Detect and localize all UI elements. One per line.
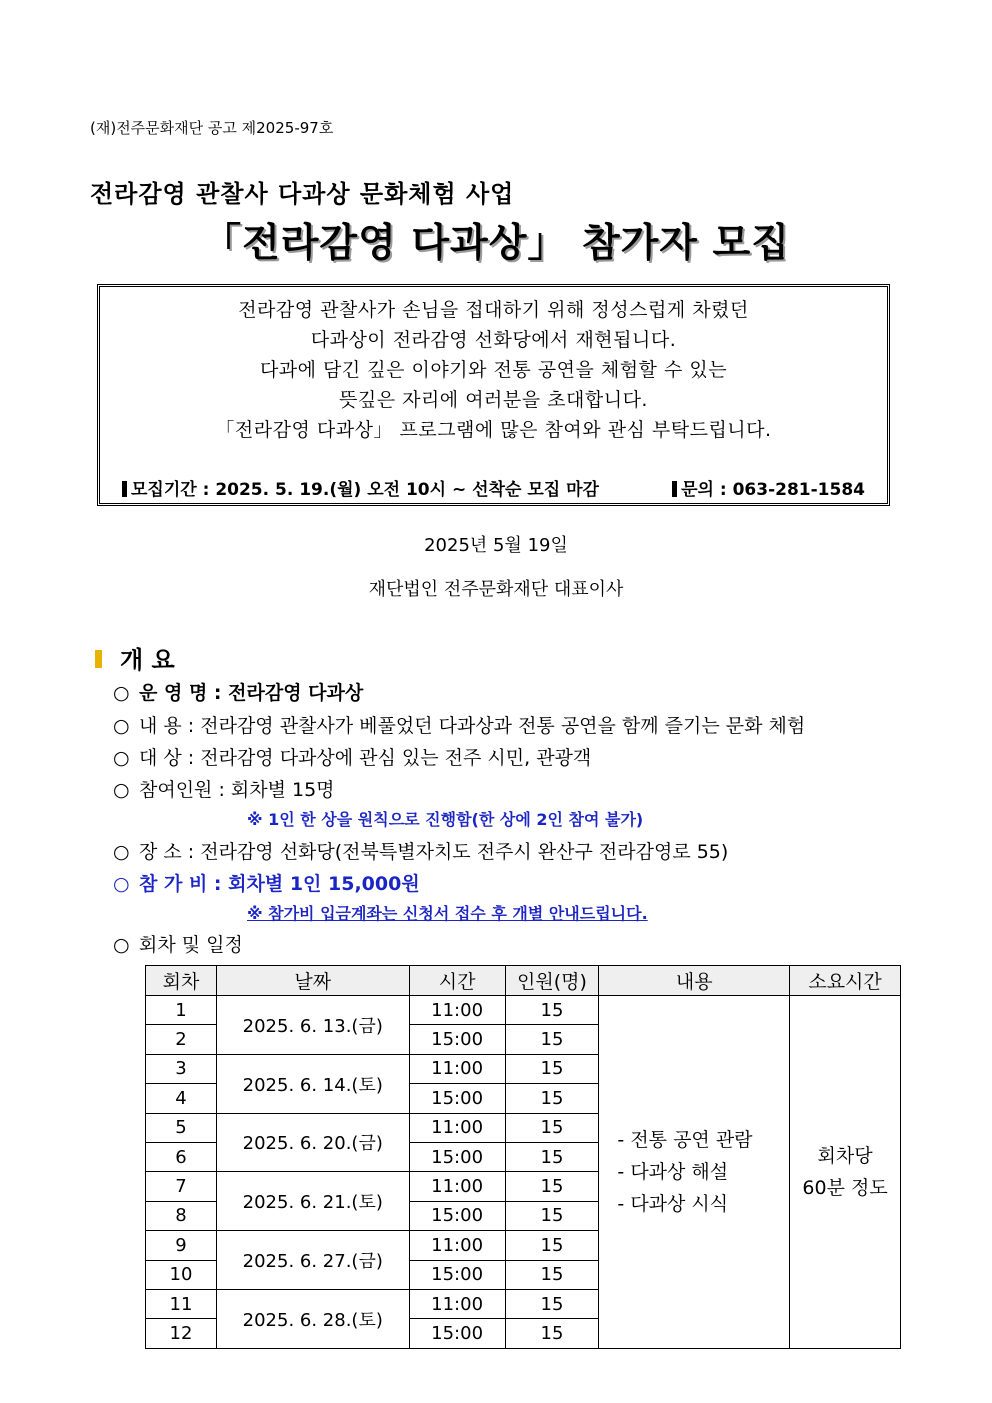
time-cell: 15:00 xyxy=(409,1142,505,1171)
column-header: 회차 xyxy=(146,966,217,996)
people-cell: 15 xyxy=(505,1142,599,1171)
intro-line: 다과에 담긴 깊은 이야기와 전통 공연을 체험할 수 있는 xyxy=(259,359,728,381)
time-cell: 11:00 xyxy=(409,996,505,1025)
people-cell: 15 xyxy=(505,1054,599,1083)
page-title: 「전라감영 다과상」 참가자 모집 xyxy=(202,221,790,266)
date-cell: 2025. 6. 20.(금) xyxy=(216,1113,409,1172)
participants-note: ※ 1인 한 상을 원칙으로 진행함(한 상에 2인 참여 불가) xyxy=(247,810,644,829)
round-no: 3 xyxy=(146,1054,217,1083)
item-label: 장 소 : xyxy=(139,841,195,863)
bullet-icon: ○ xyxy=(113,934,130,956)
overview-item-location xyxy=(113,837,728,864)
bullet-icon: ○ xyxy=(113,715,130,737)
item-value: 전라감영 선화당(전북특별자치도 전주시 완산구 전라감영로 55) xyxy=(200,841,729,863)
contact-text: 문의 : 063-281-1584 xyxy=(681,480,865,500)
time-cell: 11:00 xyxy=(409,1289,505,1318)
contact-info xyxy=(672,475,865,500)
round-no: 2 xyxy=(146,1025,217,1054)
section-heading xyxy=(95,640,175,675)
people-cell: 15 xyxy=(505,1084,599,1113)
time-cell: 11:00 xyxy=(409,1113,505,1142)
intro-footer xyxy=(122,475,865,500)
round-no: 8 xyxy=(146,1201,217,1230)
content-cell xyxy=(599,996,790,1349)
people-cell: 15 xyxy=(505,1319,599,1348)
item-value: 회차별 15명 xyxy=(230,779,335,801)
date-cell: 2025. 6. 21.(토) xyxy=(216,1172,409,1231)
people-cell: 15 xyxy=(505,1113,599,1142)
date-cell: 2025. 6. 27.(금) xyxy=(216,1231,409,1290)
item-label: 운 영 명 : xyxy=(139,682,222,704)
people-cell: 15 xyxy=(505,1172,599,1201)
time-cell: 15:00 xyxy=(409,1084,505,1113)
item-value: 전라감영 다과상에 관심 있는 전주 시민, 관광객 xyxy=(200,747,592,769)
time-cell: 15:00 xyxy=(409,1260,505,1289)
item-label: 참여인원 : xyxy=(139,779,225,801)
overview-item-content xyxy=(113,711,805,738)
column-header: 날짜 xyxy=(216,966,409,996)
overview-item-fee xyxy=(113,869,420,896)
bullet-icon: ○ xyxy=(113,747,130,769)
intro-line: 뜻깊은 자리에 여러분을 초대합니다. xyxy=(339,389,648,411)
intro-text xyxy=(100,295,887,445)
time-cell: 11:00 xyxy=(409,1172,505,1201)
round-no: 4 xyxy=(146,1084,217,1113)
date-cell: 2025. 6. 14.(토) xyxy=(216,1054,409,1113)
bullet-icon: ○ xyxy=(113,779,130,801)
item-label: 대 상 : xyxy=(139,747,195,769)
recruit-period xyxy=(122,475,599,500)
round-no: 7 xyxy=(146,1172,217,1201)
schedule-table xyxy=(145,965,901,1349)
square-marker-icon xyxy=(122,481,127,497)
content-line: - 다과상 시식 xyxy=(617,1192,729,1215)
item-value: 회차별 1인 15,000원 xyxy=(228,873,420,895)
column-header: 인원(명) xyxy=(505,966,599,996)
overview-item-schedule xyxy=(113,930,243,957)
duration-line: 60분 정도 xyxy=(802,1176,888,1199)
round-no: 12 xyxy=(146,1319,217,1348)
fee-note: ※ 참가비 입금계좌는 신청서 접수 후 개별 안내드립니다. xyxy=(247,904,648,923)
column-header: 소요시간 xyxy=(790,966,901,996)
round-no: 6 xyxy=(146,1142,217,1171)
round-no: 1 xyxy=(146,996,217,1025)
date-cell: 2025. 6. 13.(금) xyxy=(216,996,409,1055)
round-no: 10 xyxy=(146,1260,217,1289)
column-header: 내용 xyxy=(599,966,790,996)
round-no: 9 xyxy=(146,1231,217,1260)
duration-cell xyxy=(790,996,901,1349)
section-heading-text: 개 요 xyxy=(120,646,175,674)
organization: 재단법인 전주문화재단 대표이사 xyxy=(368,579,624,600)
duration-line: 회차당 xyxy=(817,1144,873,1167)
people-cell: 15 xyxy=(505,1231,599,1260)
column-header: 시간 xyxy=(409,966,505,996)
people-cell: 15 xyxy=(505,1289,599,1318)
intro-line: 「전라감영 다과상」 프로그램에 많은 참여와 관심 부탁드립니다. xyxy=(215,419,772,441)
item-value: 전라감영 관찰사가 베풀었던 다과상과 전통 공연을 함께 즐기는 문화 체험 xyxy=(200,715,806,737)
recruit-period-text: 모집기간 : 2025. 5. 19.(월) 오전 10시 ~ 선착순 모집 마감 xyxy=(131,480,599,500)
item-label: 참 가 비 : xyxy=(139,873,222,895)
bullet-icon: ○ xyxy=(113,873,130,895)
people-cell: 15 xyxy=(505,996,599,1025)
people-cell: 15 xyxy=(505,1260,599,1289)
overview-item-participants xyxy=(113,775,335,802)
content-line: - 전통 공연 관람 xyxy=(617,1128,753,1151)
subtitle: 전라감영 관찰사 다과상 문화체험 사업 xyxy=(90,180,515,208)
overview-item-name xyxy=(113,678,363,705)
time-cell: 11:00 xyxy=(409,1054,505,1083)
round-no: 11 xyxy=(146,1289,217,1318)
section-bar-icon xyxy=(95,650,102,668)
time-cell: 15:00 xyxy=(409,1025,505,1054)
people-cell: 15 xyxy=(505,1201,599,1230)
notice-number: (재)전주문화재단 공고 제2025-97호 xyxy=(90,119,334,137)
content-line: - 다과상 해설 xyxy=(617,1160,729,1183)
notice-date: 2025년 5월 19일 xyxy=(424,535,568,556)
time-cell: 11:00 xyxy=(409,1231,505,1260)
table-header-row xyxy=(146,966,901,996)
date-cell: 2025. 6. 28.(토) xyxy=(216,1289,409,1348)
item-value: 전라감영 다과상 xyxy=(228,682,364,704)
intro-line: 전라감영 관찰사가 손님을 접대하기 위해 정성스럽게 차렸던 xyxy=(238,299,749,321)
item-label: 회차 및 일정 xyxy=(139,934,243,956)
people-cell: 15 xyxy=(505,1025,599,1054)
bullet-icon: ○ xyxy=(113,841,130,863)
overview-item-target xyxy=(113,743,591,770)
time-cell: 15:00 xyxy=(409,1319,505,1348)
intro-line: 다과상이 전라감영 선화당에서 재현됩니다. xyxy=(310,329,677,351)
square-marker-icon xyxy=(672,481,677,497)
intro-box xyxy=(97,284,890,506)
bullet-icon: ○ xyxy=(113,682,130,704)
item-label: 내 용 : xyxy=(139,715,195,737)
round-no: 5 xyxy=(146,1113,217,1142)
time-cell: 15:00 xyxy=(409,1201,505,1230)
table-row xyxy=(146,996,901,1025)
